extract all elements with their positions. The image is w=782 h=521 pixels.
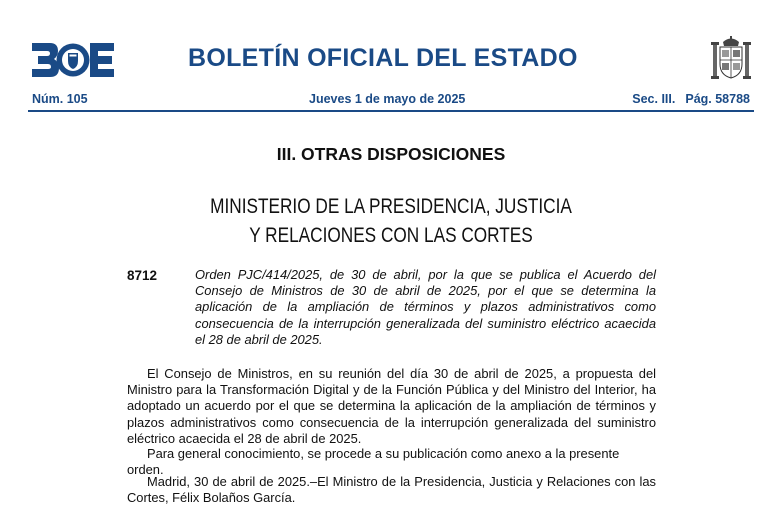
issue-date: Jueves 1 de mayo de 2025 [309,92,466,106]
boe-logo-icon [32,43,114,77]
issue-number: Núm. 105 [32,92,88,106]
disposition-summary: Orden PJC/414/2025, de 30 de abril, por la que se publica el Acuerdo del Consejo de Ministros de 30 de abril de 2025, por el que se determina la aplicación de la ampliación de términos y plazos administrativos como consecuencia de la interrupción generalizada del suministro eléctrico acaecida el 28 de abril de 2025. [195,267,656,347]
page-number: Pág. 58788 [685,92,750,106]
header-divider [28,110,754,112]
section-heading: III. OTRAS DISPOSICIONES [276,144,506,164]
disposition-number: 8712 [127,268,158,283]
body-paragraph: El Consejo de Ministros, en su reunión del día 30 de abril de 2025, a propuesta del Ministro para la Transformación Digital y de la Función Pública y del Ministro del Interior, ha adoptado un acuerdo por el que se determina la aplicación de la ampliación de términos y plazos administrativos como consecuencia de la interrupción generalizada del suministro eléctrico acaecida el 28 de abril de 2025. [127,366,656,446]
issue-meta-row [32,92,750,108]
section-label: Sec. III. [632,92,676,106]
ministry-heading [70,192,711,250]
ministry-line-1: MINISTERIO DE LA PRESIDENCIA, JUSTICIA [210,195,572,218]
coat-of-arms-icon [709,36,753,82]
ministry-line-2: Y RELACIONES CON LAS CORTES [249,224,533,247]
signature-paragraph: Madrid, 30 de abril de 2025.–El Ministro de la Presidencia, Justicia y Relaciones con las Cortes, Félix Bolaños García. [127,474,656,506]
section-page [632,92,750,106]
gazette-title: BOLETÍN OFICIAL DEL ESTADO [188,44,578,72]
body-paragraph: Para general conocimiento, se procede a su publicación como anexo a la presente orden. [127,446,620,478]
